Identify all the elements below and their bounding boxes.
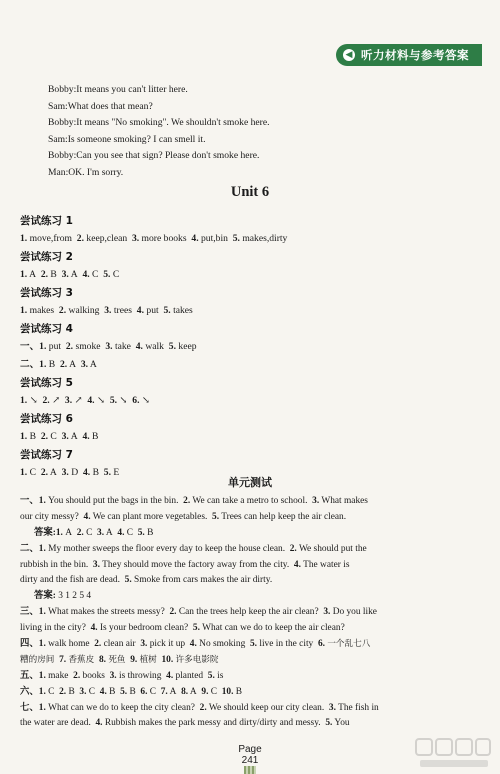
answer-text: The fish in [338, 702, 379, 713]
answer-text: ↗ [74, 395, 83, 406]
question-number: 3. [92, 559, 100, 570]
answer-number: 2. [40, 269, 49, 280]
question-number: 7. [59, 654, 67, 665]
answer-text: C [88, 686, 96, 697]
answer-text: more books [141, 233, 187, 244]
answer-text: A [70, 269, 78, 280]
answer-number: 1. [20, 395, 28, 406]
answer-text: What makes [321, 496, 368, 506]
exercise-title: 尝试练习 3 [20, 287, 73, 299]
answer-text: 糟的房间 [20, 654, 55, 665]
answer-text: dirty and the fish are dead. [20, 575, 120, 586]
answer-text: We should put the [298, 543, 367, 554]
answer-text: C [126, 527, 134, 538]
exercise-title: 尝试练习 6 [20, 413, 73, 425]
question-number: 4. [99, 686, 107, 697]
answer-number: 4. [82, 467, 91, 478]
answer-text: books [82, 670, 105, 681]
answer-text: B [147, 527, 154, 538]
test-line [20, 685, 482, 701]
answer-text: D [71, 467, 79, 478]
question-number: 2. [94, 639, 102, 650]
answer-text: rubbish in the bin. [20, 559, 89, 570]
unit-test-title: 单元测试 [228, 476, 272, 489]
test-line [20, 669, 482, 685]
question-number: 4. [90, 623, 98, 634]
answer-number: 2. [65, 341, 74, 352]
question-number: 4. [293, 559, 301, 570]
question-number: 9. [201, 686, 209, 697]
test-line [20, 542, 482, 558]
answer-number: 3. [61, 269, 69, 280]
question-number: 5. [207, 670, 215, 681]
answer-text: C [149, 686, 157, 697]
answer-text: keep [178, 341, 197, 352]
question-number: 5. [137, 527, 145, 538]
answer-text: You [334, 718, 350, 729]
answer-text: the water are dead. [20, 718, 91, 729]
answer-text: 许多电影院 [175, 654, 219, 665]
answer-number: 4. [87, 395, 95, 406]
answer-text: smoke [75, 341, 101, 352]
answer-text: take [114, 341, 131, 352]
answer-text: Rubbish makes the park messy and dirty/dirty and messy. [104, 718, 321, 729]
answer-number: 5. [168, 341, 176, 352]
test-line [20, 621, 482, 637]
answer-text: makes [29, 305, 55, 316]
answer-text: keep,clean [86, 233, 128, 244]
answer-text: 植树 [139, 654, 157, 665]
answer-text: B [48, 359, 56, 370]
answer-text: pick it up [149, 639, 186, 650]
question-number: 3. [328, 702, 336, 713]
answer-text: C [210, 686, 218, 697]
answer-text: ↘ [141, 395, 150, 406]
answer-text: What makes the streets messy? [48, 607, 165, 618]
answer-text: trees [113, 305, 132, 316]
listening-transcript [48, 82, 270, 182]
answer-number: 3. [80, 359, 89, 370]
answer-number: 2. [76, 233, 84, 244]
question-number: 8. [181, 686, 189, 697]
answer-text: A [89, 359, 97, 370]
answer-number: 4. [191, 233, 199, 244]
answer-text: We can take a metro to school. [192, 496, 308, 506]
answer-text: 3 1 2 5 4 [58, 591, 92, 602]
question-number: 10. [161, 654, 174, 665]
question-number: 10. [221, 686, 234, 697]
test-line [20, 701, 482, 717]
answer-number: 5. [103, 269, 111, 280]
question-number: 二、1. [20, 543, 46, 554]
answer-number: 6. [132, 395, 140, 406]
answer-text: 香蕉皮 [68, 654, 95, 665]
transcript-line: Bobby:It means "No smoking". We shouldn't smoke here. [48, 117, 270, 129]
answer-text: What can we do to keep the city clean? [48, 702, 195, 713]
answer-text: B [92, 431, 99, 442]
answer-text: 死鱼 [108, 654, 126, 665]
answer-text: put [146, 305, 159, 316]
answer-text: B [109, 686, 116, 697]
answer-text: ↘ [96, 395, 106, 406]
question-number: 2. [73, 670, 81, 681]
test-line [20, 558, 482, 574]
answer-row [20, 230, 482, 248]
answer-number: 1. [20, 269, 28, 280]
answer-text: put,bin [201, 233, 228, 244]
question-number: 一、1. [20, 496, 46, 506]
question-number: 3. [79, 686, 87, 697]
answer-text: 一个乱七八 [327, 639, 371, 650]
answer-text: A [169, 686, 177, 697]
answer-number: 1. [20, 467, 28, 478]
question-number: 4. [166, 670, 174, 681]
question-number: 六、1. [20, 686, 46, 697]
answer-number: 3. [131, 233, 140, 244]
answer-number: 4. [82, 431, 90, 442]
question-number: 3. [323, 607, 331, 618]
answer-text: makes,dirty [242, 233, 288, 244]
answer-row [20, 266, 482, 284]
answer-text: planted [175, 670, 204, 681]
answer-text: make [48, 670, 69, 681]
answer-text: B [129, 686, 136, 697]
test-line [20, 510, 482, 526]
question-number: 3. [140, 639, 148, 650]
answer-text: A [70, 431, 78, 442]
answer-text: A [189, 686, 197, 697]
question-number: 四、1. [20, 639, 46, 650]
answer-text: C [92, 269, 99, 280]
answer-number: 5. [103, 467, 111, 478]
answer-text: is [217, 670, 224, 681]
page-number-value: 241 [241, 755, 259, 766]
answer-number: 4. [136, 305, 144, 316]
question-number: 2. [76, 527, 84, 538]
test-line [20, 573, 482, 589]
answer-text: Is your bedroom clean? [99, 623, 189, 634]
answer-text: Can the trees help keep the air clean? [178, 607, 319, 618]
transcript-line: Bobby:It means you can't litter here. [48, 84, 188, 95]
answer-number: 5. [163, 305, 171, 316]
answer-text: Trees can help keep the air clean. [221, 511, 347, 522]
exercise-title: 尝试练习 4 [20, 323, 73, 335]
answer-row [20, 302, 482, 320]
answer-text: C [112, 269, 120, 280]
answer-text: A [65, 527, 73, 538]
answer-text: clean air [103, 639, 136, 650]
answer-text: Do you like [332, 607, 377, 618]
answer-row [20, 338, 482, 356]
answer-text: B [235, 686, 243, 697]
answer-text: The water is [303, 559, 350, 570]
answer-number: 2. [42, 395, 50, 406]
answer-text: B [68, 686, 75, 697]
question-number: 5. [249, 639, 257, 650]
question-number: 3. [312, 496, 320, 506]
answer-number: 3. [105, 341, 113, 352]
answer-text: live in the city [259, 639, 314, 650]
test-line [20, 653, 482, 669]
answer-number: 2. [40, 467, 49, 478]
question-number: 9. [130, 654, 138, 665]
chevron-left-icon: ◀ [343, 49, 355, 61]
question-number: 5. [212, 511, 220, 522]
question-number: 2. [183, 496, 191, 506]
question-number: 三、1. [20, 607, 46, 618]
question-number: 2. [59, 686, 67, 697]
question-number: 3. [97, 527, 105, 538]
answer-text: A [29, 269, 37, 280]
answer-text: C [29, 467, 37, 478]
answer-number: 4. [135, 341, 143, 352]
question-number: 2. [289, 543, 297, 554]
test-line [20, 605, 482, 621]
question-number: 2. [169, 607, 177, 618]
question-number: 答案:1. [34, 527, 63, 538]
answer-text: takes [173, 305, 193, 316]
answer-row [20, 392, 482, 410]
question-number: 5. [192, 623, 200, 634]
question-number: 6. [317, 639, 325, 650]
answer-text: ↘ [29, 395, 38, 406]
question-number: 6. [140, 686, 148, 697]
answer-text: You should put the bags in the bin. [48, 496, 179, 506]
question-number: 4. [189, 639, 197, 650]
answer-text: A [49, 467, 57, 478]
exercise-answers [20, 212, 482, 482]
transcript-line: Sam:What does that mean? [48, 100, 153, 112]
answer-number: 3. [61, 431, 69, 442]
answer-text: B [92, 467, 99, 478]
answer-number: 1. [20, 233, 28, 244]
question-number: 4. [117, 527, 125, 538]
answer-text: our city messy? [20, 511, 79, 522]
answer-text: They should move the factory away from the city. [102, 559, 290, 570]
question-number: 五、1. [20, 670, 46, 681]
question-number: 4. [83, 511, 91, 522]
answer-text: We should keep our city clean. [208, 702, 325, 713]
answer-text: put [48, 341, 62, 352]
answer-text: What can we do to keep the air clean? [202, 623, 345, 634]
question-number: 5. [120, 686, 128, 697]
answer-number: 5. [232, 233, 240, 244]
answer-text: ↘ [119, 395, 128, 406]
answer-text: B [50, 269, 57, 280]
answer-text: C [86, 527, 93, 538]
page-footer-decoration [244, 766, 256, 774]
answer-number: 2. [60, 359, 68, 370]
answer-text: walk home [48, 639, 90, 650]
answer-row [20, 356, 482, 374]
question-number: 答案: [34, 591, 56, 602]
unit-title: Unit 6 [230, 184, 270, 200]
exercise-title: 尝试练习 5 [20, 377, 73, 389]
transcript-line: Man:OK. I'm sorry. [48, 166, 124, 178]
answer-number: 4. [82, 269, 90, 280]
answer-number: 1. [20, 431, 28, 442]
test-line [20, 637, 482, 653]
page-label: Page [238, 744, 262, 755]
answer-text: Smoke from cars makes the air dirty. [134, 575, 273, 586]
answer-number: 5. [109, 395, 118, 406]
watermark-logo [414, 736, 492, 770]
question-number: 7. [160, 686, 168, 697]
unit-test-answers [20, 494, 482, 732]
question-number: 8. [98, 654, 106, 665]
transcript-line: Bobby:Can you see that sign? Please don't smoke here. [48, 150, 260, 162]
answer-row [20, 428, 482, 446]
test-line [20, 589, 482, 605]
transcript-line: Sam:Is someone smoking? I can smell it. [48, 133, 206, 145]
test-line [20, 494, 482, 510]
question-number: 3. [109, 670, 117, 681]
exercise-title: 尝试练习 2 [20, 251, 73, 263]
answer-text: No smoking [199, 639, 246, 650]
exercise-title: 尝试练习 1 [20, 215, 73, 227]
answer-number: 3. [61, 467, 69, 478]
answer-text: walk [145, 341, 164, 352]
answer-text: walking [68, 305, 100, 316]
test-line [20, 716, 482, 732]
answer-text: ↗ [52, 395, 61, 406]
question-number: 2. [199, 702, 207, 713]
answer-number: 3. [64, 395, 73, 406]
answer-text: C [48, 686, 55, 697]
question-number: 七、1. [20, 702, 46, 713]
answer-number: 2. [58, 305, 67, 316]
answer-number: 二、1. [20, 359, 47, 370]
answer-text: is throwing [118, 670, 162, 681]
exercise-title: 尝试练习 7 [20, 449, 73, 461]
question-number: 5. [325, 718, 333, 729]
test-line [20, 526, 482, 542]
section-header-label: 听力材料与参考答案 [361, 48, 469, 62]
answer-text: move,from [29, 233, 72, 244]
answer-number: 一、1. [20, 341, 47, 352]
question-number: 5. [124, 575, 132, 586]
answer-text: We can plant more vegetables. [92, 511, 208, 522]
answer-text: A [69, 359, 77, 370]
answer-number: 3. [104, 305, 112, 316]
answer-number: 1. [20, 305, 28, 316]
answer-text: B [29, 431, 37, 442]
answer-text: living in the city? [20, 623, 86, 634]
answer-text: E [113, 467, 120, 478]
answer-text: My mother sweeps the floor every day to keep the house clean. [48, 543, 286, 554]
question-number: 4. [95, 718, 103, 729]
answer-text: A [105, 527, 113, 538]
answer-text: C [50, 431, 57, 442]
section-header-tab [336, 44, 482, 66]
answer-number: 2. [40, 431, 49, 442]
